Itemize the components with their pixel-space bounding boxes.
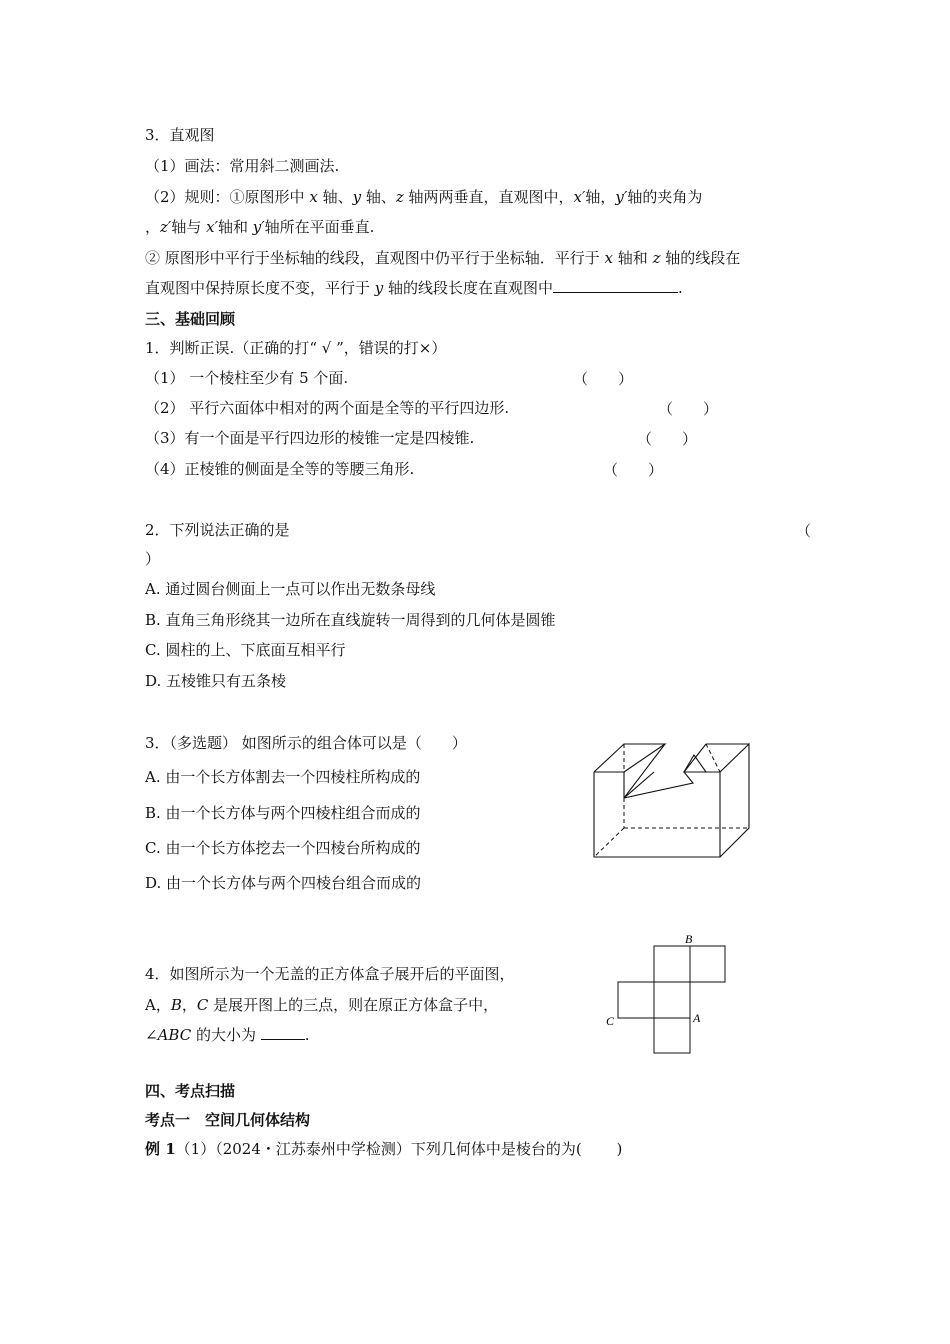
text: 轴和 bbox=[613, 249, 653, 267]
text: A， bbox=[145, 996, 171, 1014]
q2-option-c[interactable]: C. 圆柱的上、下底面互相平行 bbox=[145, 641, 346, 659]
q3-solid-figure bbox=[588, 740, 758, 860]
text: 轴所在平面垂直. bbox=[264, 218, 375, 236]
text: 轴的夹角为 bbox=[627, 188, 703, 206]
text: 的大小为 bbox=[191, 1026, 261, 1044]
text: . bbox=[304, 1026, 310, 1044]
q2-paren-open[interactable]: （ bbox=[796, 522, 812, 540]
q3-option-b[interactable]: B. 由一个长方体与两个四棱柱组合而成的 bbox=[145, 804, 421, 822]
q1-stem: 1．判断正误.（正确的打“ √ ”，错误的打×） bbox=[145, 339, 447, 357]
var-abc: ABC bbox=[157, 1026, 192, 1044]
example-text: （1）（2024・江苏泰州中学检测）下列几何体中是棱台的为( ) bbox=[175, 1140, 623, 1158]
answer-blank[interactable] bbox=[261, 1025, 305, 1040]
rules-line-4 bbox=[145, 278, 683, 298]
q1-item-2-paren[interactable]: （ ） bbox=[658, 400, 719, 418]
q1-item-3-paren[interactable]: （ ） bbox=[637, 430, 698, 448]
var-x-prime: x′ bbox=[206, 218, 218, 236]
q1-item-2: （2） 平行六面体中相对的两个面是全等的平行四边形. bbox=[145, 399, 510, 417]
text: 轴和 bbox=[217, 218, 253, 236]
q2-option-d[interactable]: D. 五棱锥只有五条棱 bbox=[145, 672, 287, 690]
q1-item-1: （1） 一个棱柱至少有 5 个面. bbox=[145, 369, 349, 387]
q1-item-4-paren[interactable]: （ ） bbox=[603, 461, 664, 479]
rules-line-1 bbox=[145, 187, 702, 207]
var-x: x bbox=[309, 188, 318, 206]
var-x-prime: x′ bbox=[573, 188, 586, 206]
rules-line-2 bbox=[145, 217, 374, 237]
text: ， bbox=[145, 218, 161, 236]
text: （2）规则：①原图形中 bbox=[145, 188, 310, 206]
point-1-title: 考点一 空间几何体结构 bbox=[145, 1111, 311, 1129]
text: 轴与 bbox=[171, 218, 207, 236]
text: 轴两两垂直，直观图中， bbox=[403, 188, 574, 206]
var-b: B bbox=[170, 996, 182, 1014]
text: 轴、 bbox=[317, 188, 353, 206]
var-z-prime: z′ bbox=[160, 218, 172, 236]
q3-option-c[interactable]: C. 由一个长方体挖去一个四棱台所构成的 bbox=[145, 839, 421, 857]
label-b: B bbox=[685, 932, 693, 946]
q1-item-1-paren[interactable]: （ ） bbox=[573, 370, 634, 388]
text: 轴的线段在 bbox=[660, 249, 741, 267]
var-z: z bbox=[652, 249, 661, 267]
text: ② 原图形中平行于坐标轴的线段，直观图中仍平行于坐标轴．平行于 bbox=[145, 249, 605, 267]
q2-option-a[interactable]: A. 通过圆台侧面上一点可以作出无数条母线 bbox=[145, 580, 436, 598]
text: ∠ bbox=[145, 1026, 158, 1044]
q4-cube-net bbox=[600, 930, 750, 1060]
scan-heading: 四、考点扫描 bbox=[145, 1082, 236, 1100]
text: 直观图中保持原长度不变，平行于 bbox=[145, 279, 375, 297]
var-y: y bbox=[352, 188, 362, 206]
label-c: C bbox=[606, 1014, 615, 1028]
var-x: x bbox=[604, 249, 614, 267]
q2-stem: 2．下列说法正确的是 bbox=[145, 521, 290, 539]
text: 轴、 bbox=[361, 188, 396, 206]
var-y-prime: y′ bbox=[615, 188, 628, 206]
var-y: y bbox=[374, 279, 384, 297]
review-heading: 三、基础回顾 bbox=[145, 310, 236, 328]
text: ， bbox=[181, 996, 197, 1014]
drawing-method: （1）画法：常用斜二测画法. bbox=[145, 157, 340, 175]
example-label: 例 1 bbox=[145, 1140, 176, 1158]
q3-option-d[interactable]: D. 由一个长方体与两个四棱台组合而成的 bbox=[145, 874, 422, 892]
section-title: 3．直观图 bbox=[145, 126, 215, 144]
q3-option-a[interactable]: A. 由一个长方体割去一个四棱柱所构成的 bbox=[145, 768, 421, 786]
text: 轴的线段长度在直观图中 bbox=[383, 279, 554, 297]
q4-line-2 bbox=[145, 995, 498, 1015]
q3-stem: 3．（多选题） 如图所示的组合体可以是（ ） bbox=[145, 734, 467, 752]
q1-item-4: （4）正棱锥的侧面是全等的等腰三角形. bbox=[145, 460, 415, 478]
var-c: C bbox=[196, 996, 209, 1014]
answer-blank[interactable] bbox=[553, 278, 678, 293]
q2-option-b[interactable]: B. 直角三角形绕其一边所在直线旋转一周得到的几何体是圆锥 bbox=[145, 611, 556, 629]
var-z: z bbox=[395, 188, 404, 206]
example-1 bbox=[145, 1139, 622, 1159]
text: . bbox=[678, 279, 683, 297]
var-y-prime: y′ bbox=[252, 218, 265, 236]
q4-line-1: 4．如图所示为一个无盖的正方体盒子展开后的平面图， bbox=[145, 965, 515, 983]
text: 是展开图上的三点，则在原正方体盒子中， bbox=[208, 996, 499, 1014]
q4-line-3 bbox=[145, 1025, 310, 1045]
label-a: A bbox=[693, 1011, 701, 1025]
q2-paren-close[interactable]: ） bbox=[145, 550, 161, 568]
q1-item-3: （3）有一个面是平行四边形的棱锥一定是四棱锥. bbox=[145, 429, 475, 447]
rules-line-3 bbox=[145, 248, 740, 268]
text: 轴， bbox=[585, 188, 616, 206]
